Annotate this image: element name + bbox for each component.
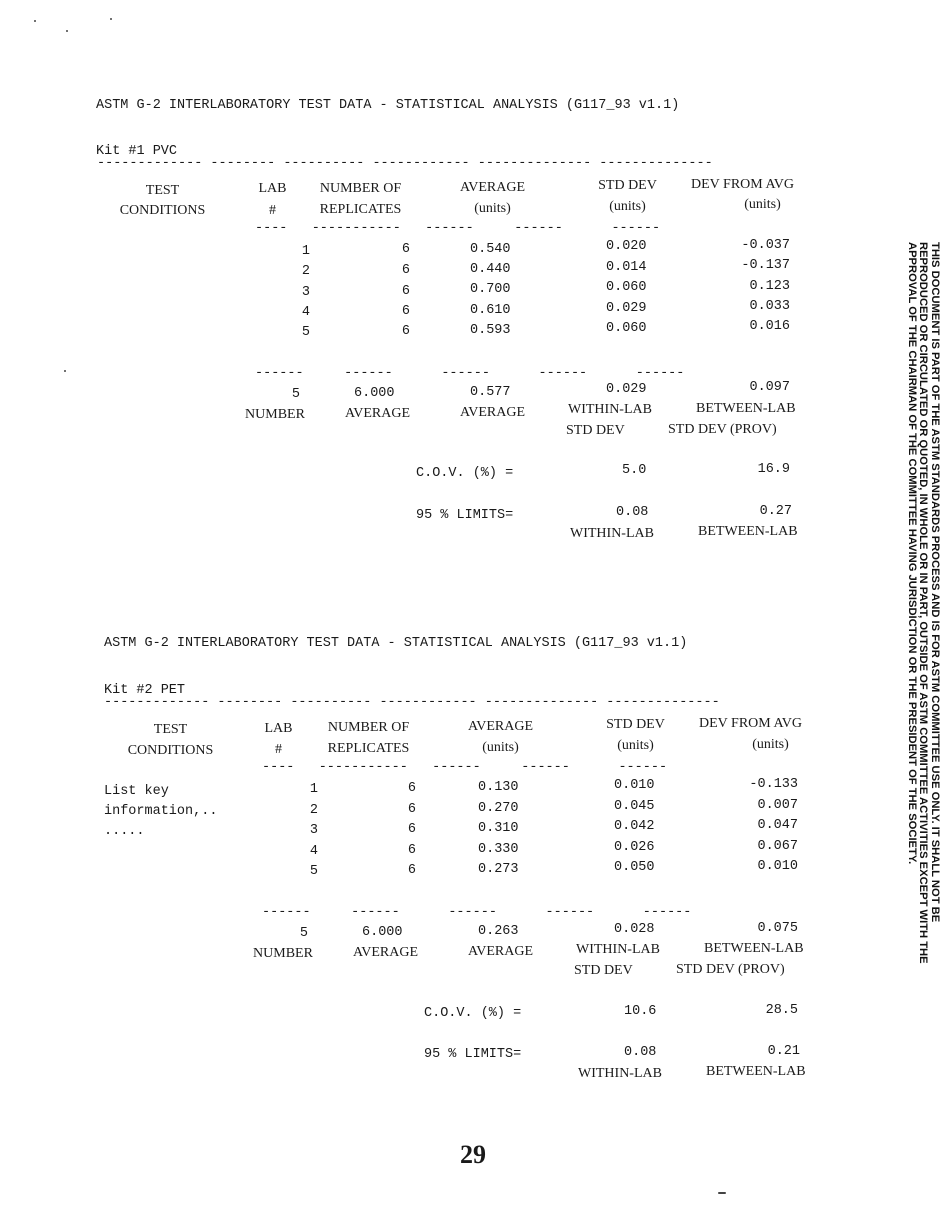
header-std-dev: STD DEV	[606, 717, 665, 732]
header-lab-hash: #	[269, 203, 276, 218]
cov-between: 28.5	[765, 1003, 798, 1018]
reps-cell: 6	[401, 324, 410, 339]
label-number: NUMBER	[245, 407, 305, 422]
reps-cell: 6	[401, 284, 410, 299]
label-average: AVERAGE	[344, 406, 411, 421]
header-average: AVERAGE	[467, 719, 534, 734]
dev-cell: 0.007	[757, 798, 798, 813]
header-std-dev: STD DEV	[598, 178, 657, 193]
reps-cell: 6	[407, 822, 416, 837]
limits-between: 0.27	[759, 504, 792, 519]
label-average: AVERAGE	[467, 944, 534, 959]
scan-speck	[718, 1192, 726, 1194]
scan-speck	[34, 20, 36, 22]
label-between-lab: BETWEEN-LAB	[704, 941, 804, 956]
condition-line: information,..	[104, 804, 218, 819]
limits-within: 0.08	[616, 505, 649, 520]
header-conditions: CONDITIONS	[119, 203, 206, 218]
sd-cell: 0.020	[606, 239, 647, 254]
summary-lab-count: 5	[299, 926, 308, 941]
sd-cell: 0.042	[614, 819, 655, 834]
label-average: AVERAGE	[459, 405, 526, 420]
reps-cell: 6	[407, 863, 416, 878]
lab-cell: 3	[301, 285, 310, 300]
header-dev-units: (units)	[752, 737, 789, 752]
label-std-dev-prov: STD DEV (PROV)	[668, 422, 777, 437]
dev-cell: 0.010	[757, 859, 798, 874]
reps-cell: 6	[407, 843, 416, 858]
summary-sd: 0.029	[606, 382, 647, 397]
side-notice-line: REPRODUCED OR CIRCULATED OR QUOTED, IN WHOLE OR IN PART, OUTSIDE OF ASTM COMMITTEE ACTIVITIES EXCEPT WITH THE	[917, 242, 930, 964]
limits-within-label: WITHIN-LAB	[578, 1066, 662, 1081]
header-test: TEST	[153, 722, 188, 737]
avg-cell: 0.273	[478, 862, 519, 877]
cov-within: 5.0	[622, 463, 647, 478]
lab-cell: 4	[301, 305, 310, 320]
lab-cell: 4	[309, 844, 318, 859]
side-notice-line: THIS DOCUMENT IS PART OF THE ASTM STANDARDS PROCESS AND IS FOR ASTM COMMITTEE USE ONLY. IT SHALL NOT BE	[929, 242, 941, 923]
sd-cell: 0.014	[606, 260, 647, 275]
summary-rule: ------ ------ ------ ------ ------	[255, 366, 685, 381]
kit-label: Kit #2 PET	[104, 683, 186, 698]
reps-cell: 6	[401, 304, 410, 319]
sd-cell: 0.060	[606, 280, 647, 295]
limits-label: 95 % LIMITS=	[416, 508, 514, 523]
reps-cell: 6	[401, 263, 410, 278]
avg-cell: 0.540	[470, 242, 511, 257]
avg-cell: 0.130	[478, 780, 519, 795]
limits-within-label: WITHIN-LAB	[570, 526, 654, 541]
avg-cell: 0.700	[470, 282, 511, 297]
cov-label: C.O.V. (%) =	[416, 466, 514, 481]
lab-cell: 3	[309, 823, 318, 838]
header-std-dev-units: (units)	[617, 738, 654, 753]
header-number-of: NUMBER OF	[327, 720, 410, 735]
header-number-of: NUMBER OF	[319, 181, 402, 196]
side-notice	[906, 242, 941, 1042]
avg-cell: 0.440	[470, 262, 511, 277]
lab-cell: 2	[301, 264, 310, 279]
header-lab: LAB	[264, 721, 293, 736]
dev-cell: 0.033	[749, 299, 790, 314]
cov-within: 10.6	[624, 1004, 657, 1019]
header-average-units: (units)	[474, 201, 511, 216]
header-test: TEST	[145, 183, 180, 198]
summary-avg: 0.263	[478, 924, 519, 939]
avg-cell: 0.593	[470, 323, 511, 338]
header-lab-hash: #	[275, 742, 282, 757]
label-std-dev: STD DEV	[574, 963, 633, 978]
summary-reps-avg: 6.000	[354, 386, 395, 401]
dev-cell: 0.123	[749, 279, 790, 294]
summary-avg: 0.577	[470, 385, 511, 400]
limits-label: 95 % LIMITS=	[424, 1047, 522, 1062]
summary-dev: 0.097	[749, 380, 790, 395]
limits-between-label: BETWEEN-LAB	[698, 524, 798, 539]
kit-label: Kit #1 PVC	[96, 144, 178, 159]
scan-speck	[110, 18, 112, 20]
header-conditions: CONDITIONS	[127, 743, 214, 758]
limits-within: 0.08	[624, 1045, 657, 1060]
summary-sd: 0.028	[614, 922, 655, 937]
lab-cell: 5	[301, 325, 310, 340]
header-rule: ------------- -------- ---------- ------------ -------------- --------------	[104, 695, 720, 710]
label-std-dev-prov: STD DEV (PROV)	[676, 962, 785, 977]
reps-cell: 6	[407, 781, 416, 796]
lab-cell: 1	[309, 782, 318, 797]
header-lab: LAB	[258, 181, 287, 196]
lab-cell: 2	[309, 803, 318, 818]
dev-cell: 0.047	[757, 818, 798, 833]
label-std-dev: STD DEV	[566, 423, 625, 438]
header-dev-from-avg: DEV FROM AVG	[691, 177, 794, 192]
avg-cell: 0.330	[478, 842, 519, 857]
section-title: ASTM G-2 INTERLABORATORY TEST DATA - STATISTICAL ANALYSIS (G117_93 v1.1)	[104, 636, 688, 651]
label-number: NUMBER	[253, 946, 313, 961]
dev-cell: -0.037	[741, 238, 790, 253]
side-notice-line: APPROVAL OF THE CHAIRMAN OF THE COMMITTEE HAVING JURISDICTION OR THE PRESIDENT OF THE SOCIETY.	[906, 242, 918, 865]
header-replicates: REPLICATES	[319, 202, 402, 217]
section-title: ASTM G-2 INTERLABORATORY TEST DATA - STATISTICAL ANALYSIS (G117_93 v1.1)	[96, 98, 680, 113]
header-average-units: (units)	[482, 740, 519, 755]
sd-cell: 0.010	[614, 778, 655, 793]
summary-rule: ------ ------ ------ ------ ------	[262, 905, 692, 920]
scan-speck	[64, 370, 66, 372]
col-rule: ---- ----------- ------ ------ ------	[255, 221, 661, 236]
lab-cell: 5	[309, 864, 318, 879]
cov-between: 16.9	[757, 462, 790, 477]
limits-between: 0.21	[767, 1044, 800, 1059]
lab-cell: 1	[301, 244, 310, 259]
avg-cell: 0.610	[470, 303, 511, 318]
avg-cell: 0.270	[478, 801, 519, 816]
summary-reps-avg: 6.000	[362, 925, 403, 940]
reps-cell: 6	[401, 242, 410, 257]
label-average: AVERAGE	[352, 945, 419, 960]
sd-cell: 0.029	[606, 301, 647, 316]
header-average: AVERAGE	[459, 180, 526, 195]
condition-line: List key	[104, 784, 169, 799]
reps-cell: 6	[407, 802, 416, 817]
sd-cell: 0.050	[614, 860, 655, 875]
header-replicates: REPLICATES	[327, 741, 410, 756]
col-rule: ---- ----------- ------ ------ ------	[262, 760, 668, 775]
dev-cell: -0.133	[749, 777, 798, 792]
page-number: 29	[460, 1140, 486, 1169]
sd-cell: 0.045	[614, 799, 655, 814]
sd-cell: 0.060	[606, 321, 647, 336]
dev-cell: 0.016	[749, 319, 790, 334]
header-rule: ------------- -------- ---------- ------------ -------------- --------------	[97, 156, 713, 171]
summary-dev: 0.075	[757, 921, 798, 936]
sd-cell: 0.026	[614, 840, 655, 855]
cov-label: C.O.V. (%) =	[424, 1006, 522, 1021]
label-within-lab: WITHIN-LAB	[576, 942, 660, 957]
label-within-lab: WITHIN-LAB	[568, 402, 652, 417]
header-std-dev-units: (units)	[609, 199, 646, 214]
label-between-lab: BETWEEN-LAB	[696, 401, 796, 416]
dev-cell: 0.067	[757, 839, 798, 854]
avg-cell: 0.310	[478, 821, 519, 836]
scan-speck	[66, 30, 68, 32]
header-dev-from-avg: DEV FROM AVG	[699, 716, 802, 731]
condition-line: .....	[104, 824, 145, 839]
dev-cell: -0.137	[741, 258, 790, 273]
summary-lab-count: 5	[291, 387, 300, 402]
limits-between-label: BETWEEN-LAB	[706, 1064, 806, 1079]
header-dev-units: (units)	[744, 197, 781, 212]
